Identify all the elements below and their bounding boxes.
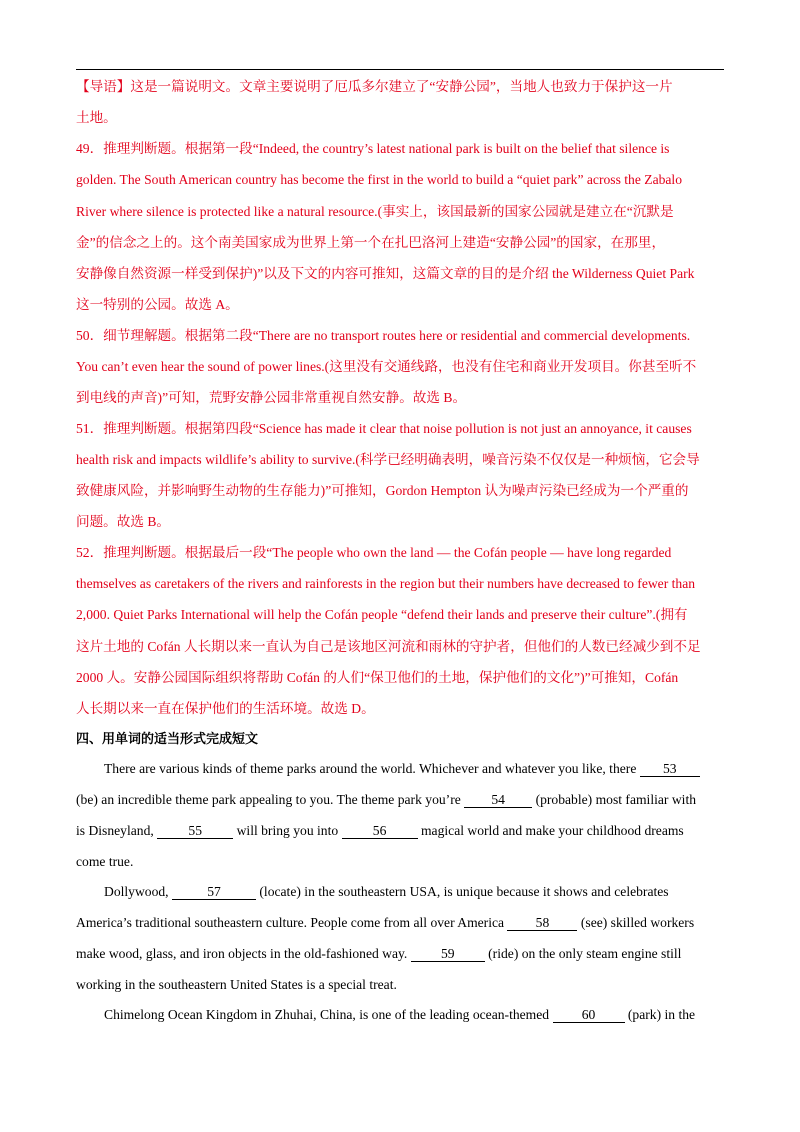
blank-59[interactable]: 59 [411, 946, 485, 962]
passage-line [76, 914, 694, 932]
analysis-line: 金”的信念之上的。这个南美国家成为世界上第一个在扎巴洛河上建造“安静公园”的国家，在那里， [76, 235, 666, 250]
passage-line [76, 791, 696, 809]
passage-text: (be) an incredible theme park appealing to you. The theme park you’re [76, 792, 461, 807]
passage-text: make wood, glass, and iron objects in the old-fashioned way. [76, 946, 408, 961]
analysis-line: 问题。故选 B。 [76, 514, 171, 529]
analysis-line: golden. The South American country has become the first in the world to build a “quiet park” across the Zabalo [76, 172, 683, 187]
blank-57[interactable]: 57 [172, 884, 256, 900]
analysis-line: 人长期以来一直在保护他们的生活环境。故选 D。 [76, 701, 375, 716]
blank-54[interactable]: 54 [464, 792, 532, 808]
section-heading: 四、用单词的适当形式完成短文 [76, 732, 259, 747]
blank-58[interactable]: 58 [507, 915, 577, 931]
passage-text: magical world and make your childhood dreams [420, 823, 684, 838]
header-rule [76, 69, 724, 70]
analysis-line: 安静像自然资源一样受到保护)”以及下文的内容可推知，这篇文章的目的是介绍 the Wilderness Quiet Park [76, 266, 695, 281]
blank-53[interactable]: 53 [640, 761, 700, 777]
analysis-line: 土地。 [76, 110, 117, 125]
passage-text: Dollywood, [104, 884, 169, 899]
analysis-line: 这片土地的 Cofán 人长期以来一直认为自己是该地区河流和雨林的守护者，但他们的人数已经减少到不足 [76, 639, 701, 654]
passage-text: (see) skilled workers [580, 915, 695, 930]
analysis-line: River where silence is protected like a natural resource.(事实上，该国最新的国家公园就是建立在“沉默是 [76, 204, 674, 219]
passage-text: (ride) on the only steam engine still [488, 946, 682, 961]
analysis-line: 【导语】这是一篇说明文。文章主要说明了厄瓜多尔建立了“安静公园”，当地人也致力于保护这一片 [76, 79, 673, 94]
passage-line [104, 760, 700, 778]
passage-text: will bring you into [236, 823, 339, 838]
passage-line [76, 945, 681, 963]
blank-55[interactable]: 55 [157, 823, 233, 839]
passage-text: (locate) in the southeastern USA, is unique because it shows and celebrates [259, 884, 669, 899]
blank-56[interactable]: 56 [342, 823, 418, 839]
passage-line [76, 822, 684, 840]
passage-text: (park) in the [627, 1007, 696, 1022]
passage-line: come true. [76, 854, 134, 869]
passage-text: There are various kinds of theme parks around the world. Whichever and whatever you like, there [104, 761, 637, 776]
passage-text: (probable) most familiar with [535, 792, 697, 807]
analysis-line: 2,000. Quiet Parks International will help the Cofán people “defend their lands and preserve their culture”.(拥有 [76, 607, 688, 622]
analysis-line: 50．细节理解题。根据第二段“There are no transport routes here or residential and commercial developments. [76, 328, 691, 343]
analysis-line: 到电线的声音)”可知，荒野安静公园非常重视自然安静。故选 B。 [76, 390, 467, 405]
blank-60[interactable]: 60 [553, 1007, 625, 1023]
analysis-line: 2000 人。安静公园国际组织将帮助 Cofán 的人们“保卫他们的土地，保护他们的文化”)”可推知，Cofán [76, 670, 679, 685]
passage-line [104, 883, 669, 901]
passage-text: America’s traditional southeastern culture. People come from all over America [76, 915, 505, 930]
passage-line: working in the southeastern United States is a special treat. [76, 977, 397, 992]
analysis-line: 52．推理判断题。根据最后一段“The people who own the land — the Cofán people — have long regarded [76, 545, 672, 560]
analysis-line: themselves as caretakers of the rivers and rainforests in the region but their numbers have decreased to fewer than [76, 576, 696, 591]
passage-text: Chimelong Ocean Kingdom in Zhuhai, China, is one of the leading ocean-themed [104, 1007, 550, 1022]
analysis-line: 49．推理判断题。根据第一段“Indeed, the country’s latest national park is built on the belief that silence is [76, 141, 670, 156]
passage-line [104, 1006, 695, 1024]
analysis-line: You can’t even hear the sound of power lines.(这里没有交通线路，也没有住宅和商业开发项目。你甚至听不 [76, 359, 697, 374]
analysis-line: 这一特别的公园。故选 A。 [76, 297, 239, 312]
passage-text: is Disneyland, [76, 823, 154, 838]
analysis-line: health risk and impacts wildlife’s ability to survive.(科学已经明确表明，噪音污染不仅仅是一种烦恼，它会导 [76, 452, 700, 467]
analysis-line: 致健康风险，并影响野生动物的生存能力)”可推知，Gordon Hempton 认为噪声污染已经成为一个严重的 [76, 483, 689, 498]
analysis-line: 51．推理判断题。根据第四段“Science has made it clear that noise pollution is not just an annoyance, it causes [76, 421, 692, 436]
